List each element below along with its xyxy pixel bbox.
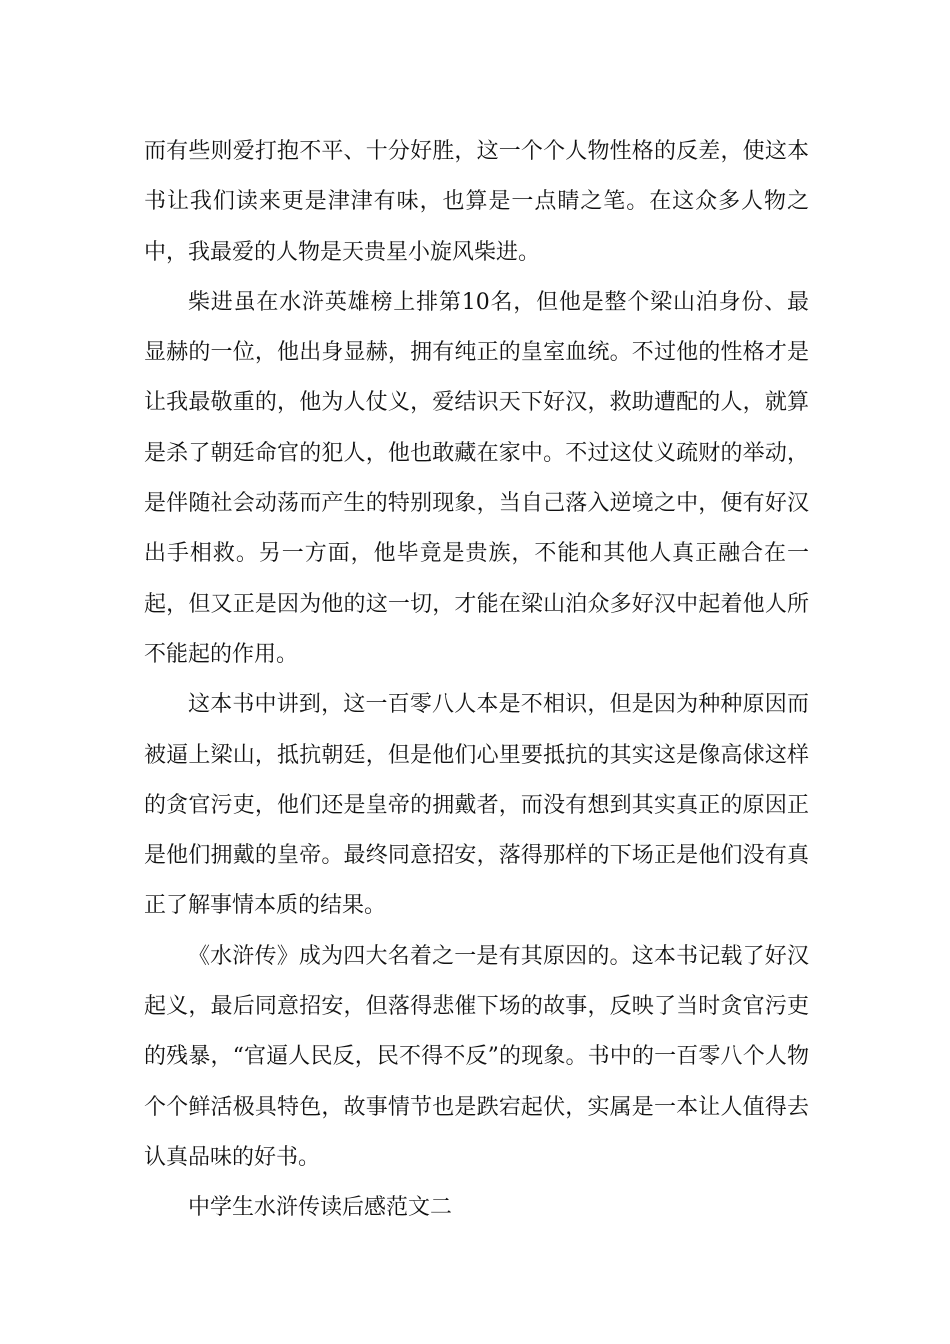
document-body — [144, 127, 809, 1234]
section-heading: 中学生水浒传读后感范文二 — [188, 1195, 453, 1221]
paragraph-liangshan: 这本书中讲到，这一百零八人本是不相识，但是因为种种原因而被逼上梁山，抵抗朝廷，但是他们心里要抵抗的其实这是像高俅这样的贪官污吏，他们还是皇帝的拥戴者，而没有想到其实真正的原因正是他们拥戴的皇帝。最终同意招安，落得那样的下场正是他们没有真正了解事情本质的结果。 — [144, 692, 809, 919]
paragraph-conclusion: 《水浒传》成为四大名着之一是有其原因的。这本书记载了好汉起义，最后同意招安，但落得悲催下场的故事，反映了当时贪官污吏的残暴，“官逼人民反，民不得不反”的现象。书中的一百零八个人物个个鲜活极具特色，故事情节也是跌宕起伏，实属是一本让人值得去认真品味的好书。 — [144, 943, 809, 1170]
paragraph-continuation: 而有些则爱打抱不平、十分好胜，这一个个人物性格的反差，使这本书让我们读来更是津津有味，也算是一点睛之笔。在这众多人物之中，我最爱的人物是天贵星小旋风柴进。 — [144, 139, 809, 265]
paragraph-chai-jin: 柴进虽在水浒英雄榜上排第10名，但他是整个梁山泊身份、最显赫的一位，他出身显赫，拥有纯正的皇室血统。不过他的性格才是让我最敬重的，他为人仗义，爱结识天下好汉，救助遭配的人，就算是杀了朝廷命官的犯人，他也敢藏在家中。不过这仗义疏财的举动，是伴随社会动荡而产生的特别现象，当自己落入逆境之中，便有好汉出手相救。另一方面，他毕竟是贵族，不能和其他人真正融合在一起，但又正是因为他的这一切，才能在梁山泊众多好汉中起着他人所不能起的作用。 — [144, 289, 809, 667]
